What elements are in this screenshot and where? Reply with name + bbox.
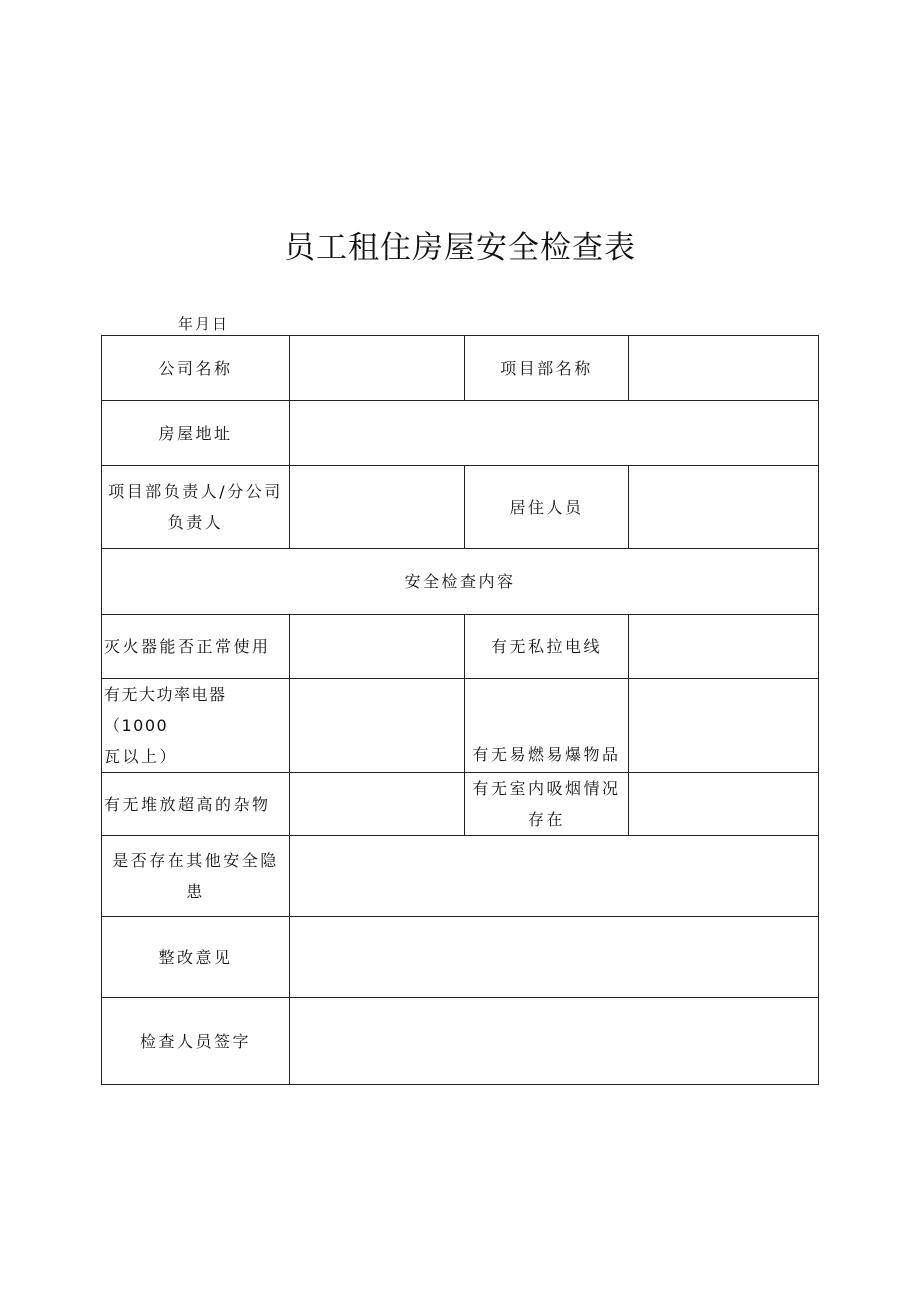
flammable-field[interactable] (629, 679, 819, 773)
smoking-label (465, 773, 629, 836)
residents-field[interactable] (629, 466, 819, 549)
appliance-field[interactable] (290, 679, 465, 773)
hazard-label (102, 836, 290, 917)
house-address-field[interactable] (290, 401, 819, 466)
table-row (102, 466, 819, 549)
appliance-label-line1: 有无大功率电器（1000 (104, 685, 227, 735)
appliance-label-line2: 瓦以上） (104, 747, 179, 766)
table-row (102, 679, 819, 773)
table-row (102, 998, 819, 1085)
table-row (102, 836, 819, 917)
table-row (102, 401, 819, 466)
company-name-field[interactable] (290, 336, 465, 401)
signature-label: 检查人员签字 (102, 998, 290, 1085)
table-row (102, 549, 819, 615)
residents-label: 居住人员 (465, 466, 629, 549)
smoking-field[interactable] (629, 773, 819, 836)
project-name-field[interactable] (629, 336, 819, 401)
rectification-label: 整改意见 (102, 917, 290, 998)
hazard-field[interactable] (290, 836, 819, 917)
appliance-label (102, 679, 290, 773)
debris-label: 有无堆放超高的杂物 (102, 773, 290, 836)
extinguisher-label: 灭火器能否正常使用 (102, 615, 290, 679)
manager-label-line2: 负责人 (167, 513, 224, 532)
company-name-label: 公司名称 (102, 336, 290, 401)
manager-label (102, 466, 290, 549)
hazard-label-line1: 是否存在其他安全隐 (112, 851, 279, 870)
smoking-label-line2: 存在 (527, 810, 565, 829)
smoking-label-line1: 有无室内吸烟情况 (472, 779, 621, 798)
hazard-label-line2: 患 (186, 882, 205, 901)
extinguisher-field[interactable] (290, 615, 465, 679)
date-label: 年月日 (178, 315, 230, 333)
section-header: 安全检查内容 (102, 549, 819, 615)
flammable-label: 有无易燃易爆物品 (465, 679, 629, 773)
wiring-label: 有无私拉电线 (465, 615, 629, 679)
table-row (102, 773, 819, 836)
house-address-label: 房屋地址 (102, 401, 290, 466)
table-row (102, 336, 819, 401)
debris-field[interactable] (290, 773, 465, 836)
manager-field[interactable] (290, 466, 465, 549)
signature-field[interactable] (290, 998, 819, 1085)
table-row (102, 917, 819, 998)
table-row (102, 615, 819, 679)
wiring-field[interactable] (629, 615, 819, 679)
rectification-field[interactable] (290, 917, 819, 998)
project-name-label: 项目部名称 (465, 336, 629, 401)
inspection-form-table (101, 335, 819, 1085)
manager-label-line1: 项目部负责人/分公司 (108, 482, 283, 501)
page-title: 员工租住房屋安全检查表 (284, 230, 636, 266)
